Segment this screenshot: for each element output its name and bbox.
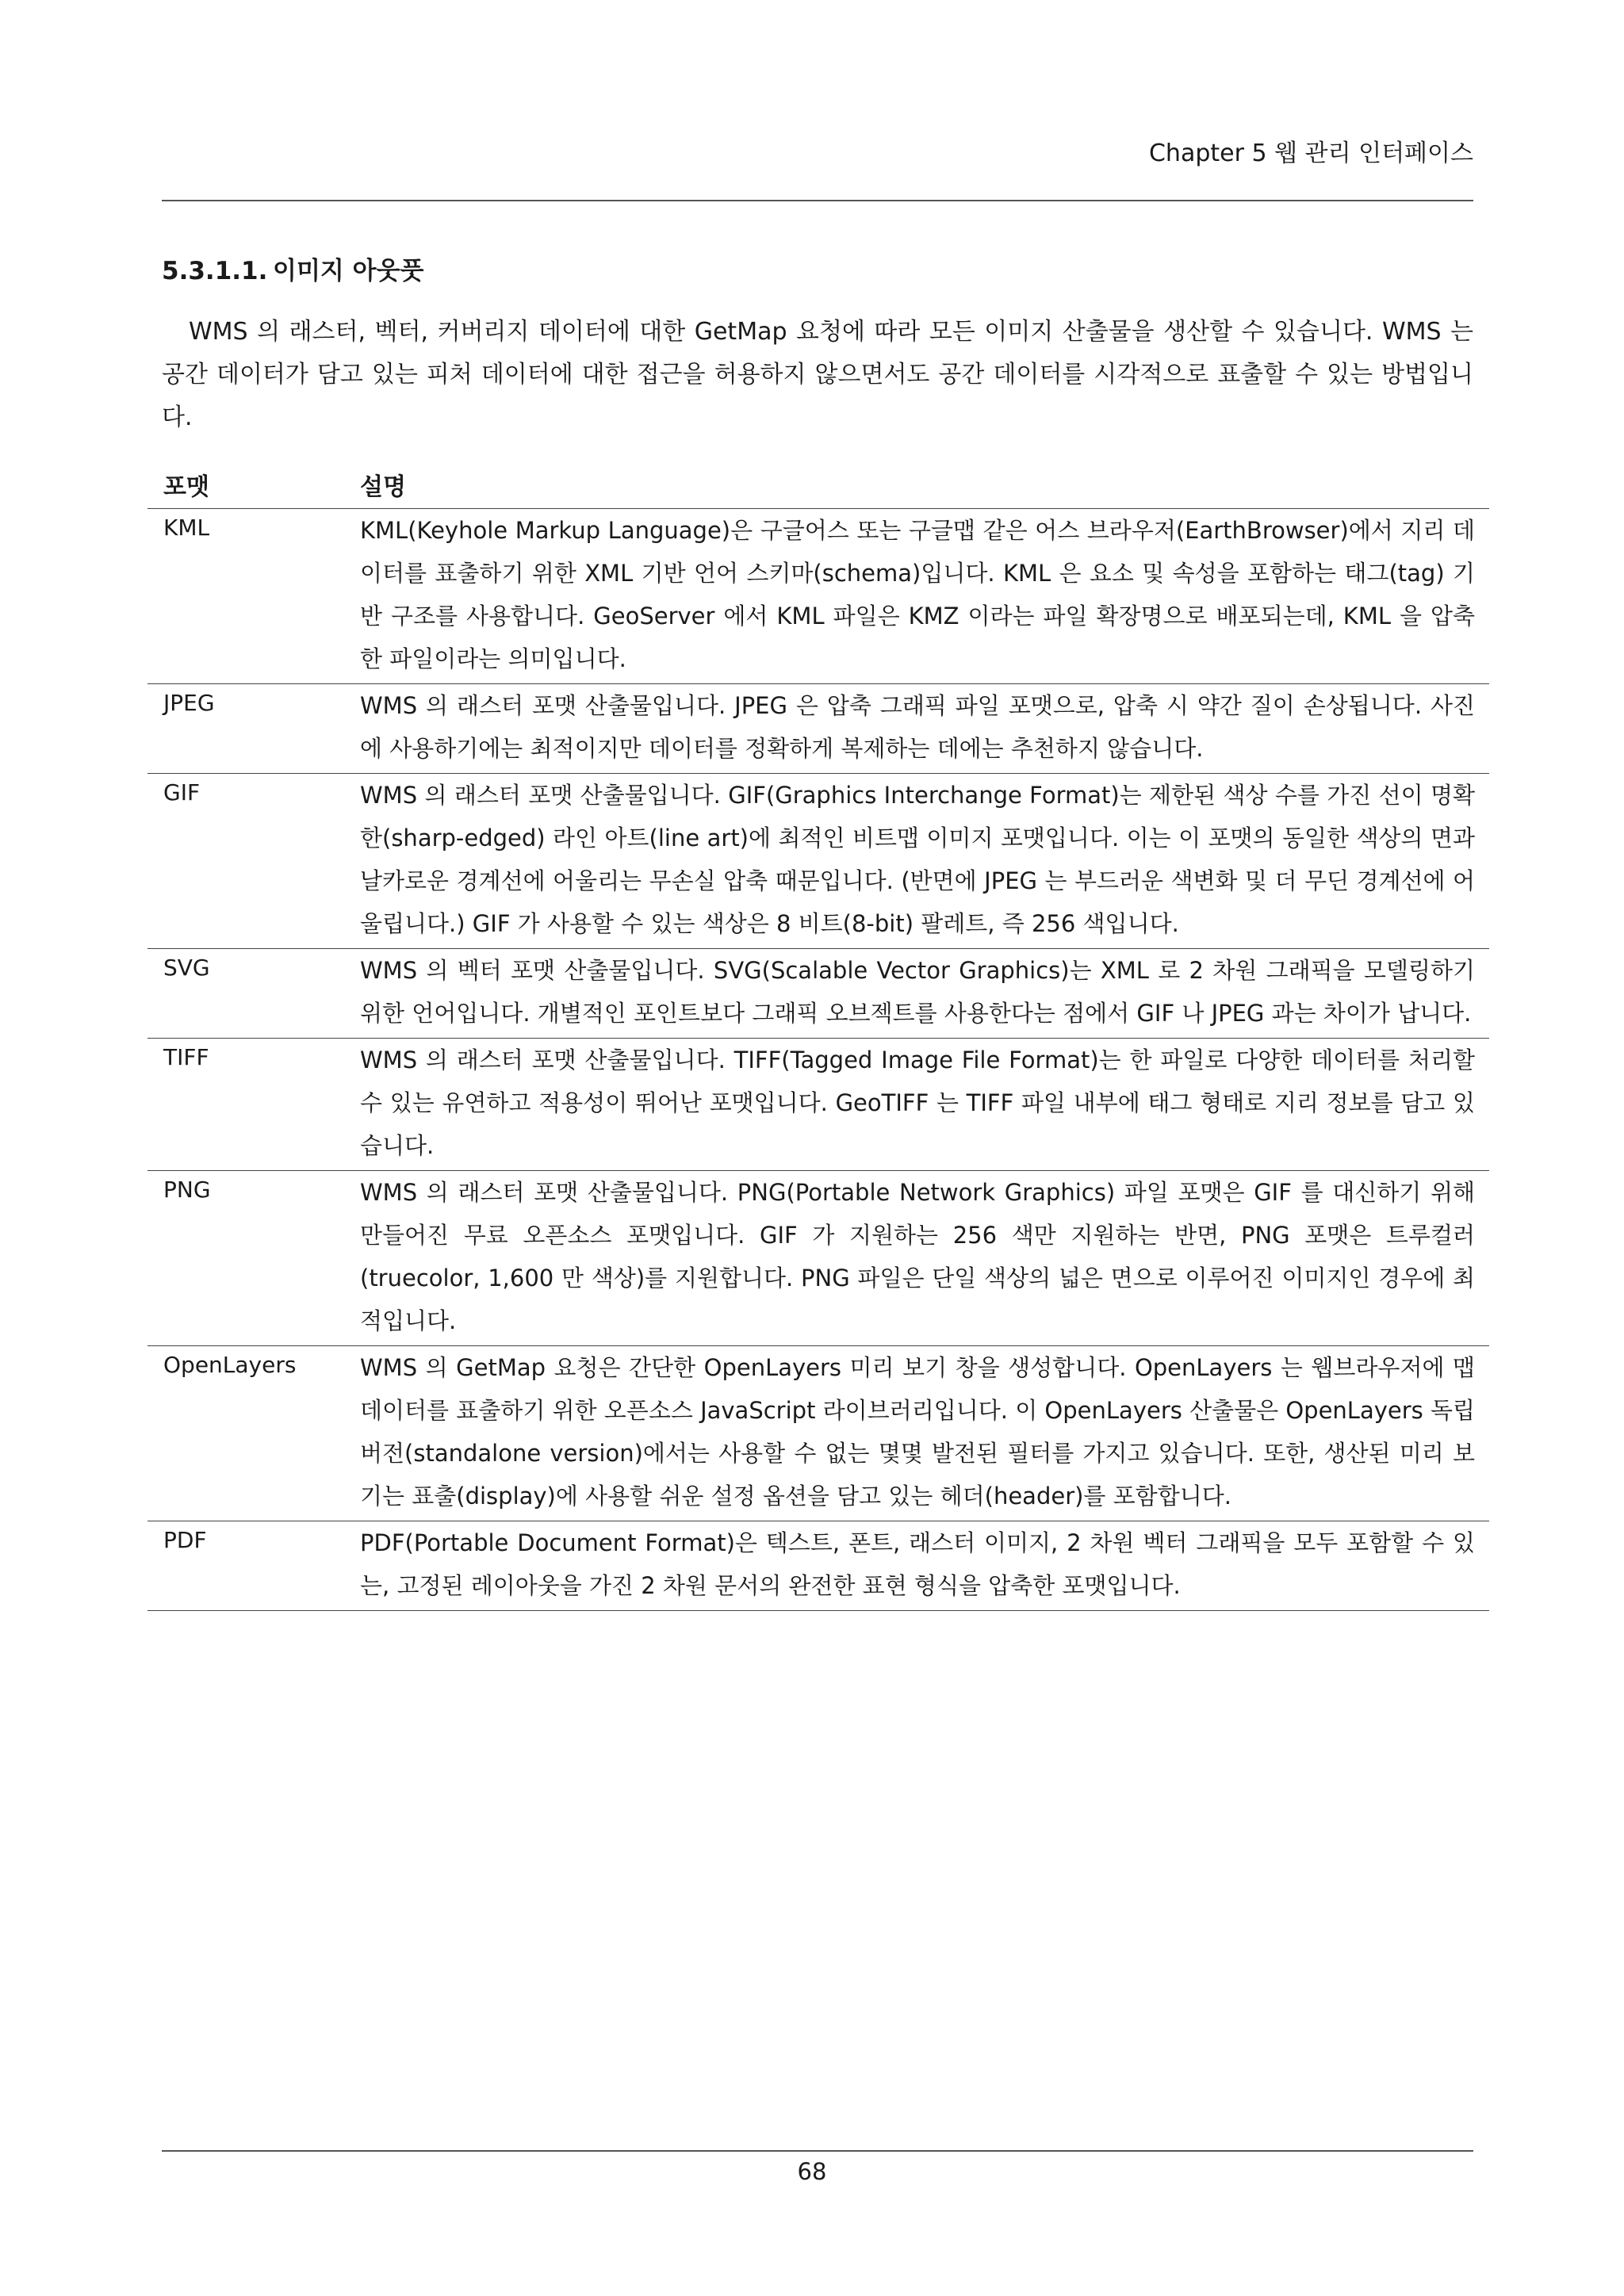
description-cell: WMS 의 래스터 포맷 산출물입니다. GIF(Graphics Interchange Format)는 제한된 색상 수를 가진 선이 명확한(sharp-edged) 라인 아트(line art)에 최적인 비트맵 이미지 포맷입니다. 이는 이 포맷의 동일한 색상의 면과 날카로운 경계선에 어울리는 무손실 압축 때문입니다. (반면에 JPEG 는 부드러운 색변화 및 더 무딘 경계선에 어울립니다.) GIF 가 사용할 수 있는 색상은 8 비트(8-bit) 팔레트, 즉 256 색입니다. (360, 782, 1475, 937)
footer-divider (162, 2150, 1473, 2152)
format-cell: PDF (163, 1527, 207, 1553)
table-row (147, 1346, 1489, 1521)
format-cell: GIF (163, 779, 201, 806)
page-number: 68 (797, 2158, 827, 2185)
table-row (147, 509, 1489, 684)
table-row (147, 1521, 1489, 1611)
format-cell: JPEG (163, 690, 215, 716)
table-row (147, 1039, 1489, 1171)
section-title: 이미지 아웃풋 (273, 257, 424, 285)
description-cell: WMS 의 래스터 포맷 산출물입니다. PNG(Portable Network Graphics) 파일 포맷은 GIF 를 대신하기 위해 만들어진 무료 오픈소스 포맷입니다. GIF 가 지원하는 256 색만 지원하는 반면, PNG 포맷은 트루컬러(truecolor, 1,600 만 색상)를 지원합니다. PNG 파일은 단일 색상의 넓은 면으로 이루어진 이미지인 경우에 최적입니다. (360, 1179, 1475, 1334)
description-cell: WMS 의 래스터 포맷 산출물입니다. JPEG 은 압축 그래픽 파일 포맷으로, 압축 시 약간 질이 손상됩니다. 사진에 사용하기에는 최적이지만 데이터를 정확하게 복제하는 데에는 추천하지 않습니다. (360, 692, 1475, 762)
intro-paragraph: WMS 의 래스터, 벡터, 커버리지 데이터에 대한 GetMap 요청에 따라 모든 이미지 산출물을 생산할 수 있습니다. WMS 는 공간 데이터가 담고 있는 피처 데이터에 대한 접근을 허용하지 않으면서도 공간 데이터를 시각적으로 표출할 수 있는 방법입니다. (162, 318, 1473, 431)
format-cell: SVG (163, 955, 210, 981)
format-table (147, 466, 1489, 1611)
section-heading (162, 251, 423, 286)
table-header-row (147, 466, 1489, 509)
section-number: 5.3.1.1. (162, 257, 268, 285)
table-row (147, 1171, 1489, 1346)
format-cell: PNG (163, 1177, 211, 1203)
format-cell: TIFF (163, 1044, 209, 1070)
header-description: 설명 (360, 473, 406, 501)
chapter-header: Chapter 5 웹 관리 인터페이스 (1148, 140, 1473, 167)
description-cell: KML(Keyhole Markup Language)은 구글어스 또는 구글맵 같은 어스 브라우저(EarthBrowser)에서 지리 데이터를 표출하기 위한 XML 기반 언어 스키마(schema)입니다. KML 은 요소 및 속성을 포함하는 태그(tag) 기반 구조를 사용합니다. GeoServer 에서 KML 파일은 KMZ 이라는 파일 확장명으로 배포되는데, KML 을 압축한 파일이라는 의미입니다. (360, 517, 1475, 672)
format-cell: OpenLayers (163, 1352, 297, 1378)
description-cell: WMS 의 벡터 포맷 산출물입니다. SVG(Scalable Vector Graphics)는 XML 로 2 차원 그래픽을 모델링하기 위한 언어입니다. 개별적인 포인트보다 그래픽 오브젝트를 사용한다는 점에서 GIF 나 JPEG 과는 차이가 납니다. (360, 957, 1475, 1027)
header-divider (162, 200, 1473, 201)
table-row (147, 774, 1489, 949)
description-cell: WMS 의 래스터 포맷 산출물입니다. TIFF(Tagged Image File Format)는 한 파일로 다양한 데이터를 처리할 수 있는 유연하고 적용성이 뛰어난 포맷입니다. GeoTIFF 는 TIFF 파일 내부에 태그 형태로 지리 정보를 담고 있습니다. (360, 1047, 1475, 1159)
description-cell: PDF(Portable Document Format)은 텍스트, 폰트, 래스터 이미지, 2 차원 벡터 그래픽을 모두 포함할 수 있는, 고정된 레이아웃을 가진 2 차원 문서의 완전한 표현 형식을 압축한 포맷입니다. (360, 1529, 1475, 1599)
description-cell: WMS 의 GetMap 요청은 간단한 OpenLayers 미리 보기 창을 생성합니다. OpenLayers 는 웹브라우저에 맵 데이터를 표출하기 위한 오픈소스 JavaScript 라이브러리입니다. 이 OpenLayers 산출물은 OpenLayers 독립 버전(standalone version)에서는 사용할 수 없는 몇몇 발전된 필터를 가지고 있습니다. 또한, 생산된 미리 보기는 표출(display)에 사용할 쉬운 설정 옵션을 담고 있는 헤더(header)를 포함합니다. (360, 1354, 1476, 1510)
format-cell: KML (163, 515, 210, 541)
header-format: 포맷 (163, 473, 209, 501)
table-row (147, 684, 1489, 774)
table-row (147, 949, 1489, 1039)
